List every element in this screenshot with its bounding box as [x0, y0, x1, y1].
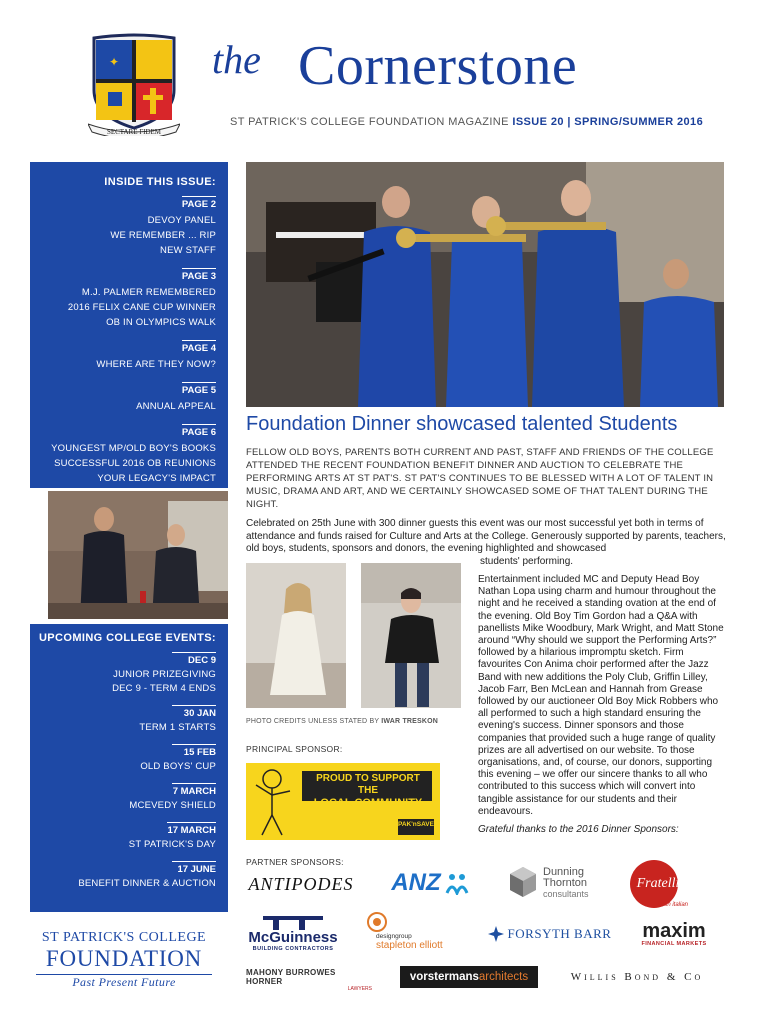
event-date: 7 MARCH — [172, 783, 216, 797]
paknsave-sponsor-ad — [246, 763, 440, 840]
toc-page-label: PAGE 2 — [182, 196, 216, 210]
foundation-logo-line2: FOUNDATION — [36, 946, 212, 975]
event-item: DEC 9 - TERM 4 ENDS — [112, 683, 216, 694]
photo-credit — [246, 718, 438, 725]
dunning-line3: consultants — [543, 888, 589, 899]
masthead-title: Cornerstone — [298, 35, 578, 97]
toc-page-2 — [30, 194, 228, 258]
principal-sponsor-label: PRINCIPAL SPONSOR: — [246, 744, 343, 754]
article-paragraph-1-tail: students' performing. — [480, 555, 574, 567]
toc-item: OB IN OLYMPICS WALK — [106, 317, 216, 328]
toc-item: 2016 FELIX CANE CUP WINNER — [67, 302, 216, 313]
event-date: 17 JUNE — [172, 861, 216, 875]
crest-motto: SECTARE FIDEM — [106, 128, 162, 136]
paknsave-logo: PAK'nSAVE — [398, 821, 434, 828]
toc-page-5 — [30, 380, 228, 414]
dunning-thornton-logo — [508, 862, 608, 904]
event-item: TERM 1 STARTS — [139, 722, 216, 733]
anz-wordmark: ANZ — [391, 869, 441, 896]
anz-people-icon — [445, 871, 469, 895]
toc-page-label: PAGE 6 — [182, 424, 216, 438]
toc-item: SUCCESSFUL 2016 OB REUNIONS — [54, 458, 216, 469]
maxim-subline: FINANCIAL MARKETS — [641, 941, 707, 947]
event-item: JUNIOR PRIZEGIVING — [113, 669, 216, 680]
dunning-line2: Thornton — [543, 876, 588, 889]
stapleton-elliott-logo — [366, 908, 466, 954]
event-15-feb — [30, 742, 228, 774]
anz-logo — [384, 866, 476, 900]
event-dec-9 — [30, 650, 228, 696]
inside-this-issue-panel — [30, 162, 228, 488]
toc-item: ANNUAL APPEAL — [136, 401, 216, 412]
mc-panel-photo — [48, 491, 228, 619]
masthead-the: the — [212, 37, 261, 82]
mahony-wordmark: MAHONY BURROWES HORNER — [246, 968, 336, 986]
forsyth-star-icon — [487, 925, 505, 943]
mcguinness-logo — [246, 912, 340, 956]
photo-credit-name: IWAR TRESKON — [381, 718, 439, 725]
vorstermans-wordmark: vorstermans — [409, 971, 479, 983]
event-item: MCEVEDY SHIELD — [129, 800, 216, 811]
forsyth-barr-logo — [484, 922, 614, 946]
event-30-jan — [30, 703, 228, 735]
dinner-sponsors-thanks: Grateful thanks to the 2016 Dinner Sponsors: — [478, 824, 679, 835]
article-paragraph-1 — [246, 518, 728, 568]
stapleton-wordmark: stapleton elliott — [376, 940, 443, 951]
event-item: BENEFIT DINNER & AUCTION — [78, 878, 216, 889]
inside-this-issue-heading: INSIDE THIS ISSUE: — [104, 176, 216, 188]
event-date: 17 MARCH — [167, 822, 216, 836]
toc-page-label: PAGE 5 — [182, 382, 216, 396]
fratelli-logo — [628, 858, 688, 910]
vorstermans-suffix: architects — [478, 971, 529, 983]
college-crest-logo — [88, 32, 180, 136]
toc-page-label: PAGE 4 — [182, 340, 216, 354]
event-7-march — [30, 781, 228, 813]
vorstermans-architects-logo — [400, 966, 538, 988]
event-date: 15 FEB — [172, 744, 216, 758]
event-17-march — [30, 820, 228, 852]
jazz-band-hero-photo — [246, 162, 724, 407]
maxim-wordmark: maxim — [642, 920, 706, 942]
antipodes-logo: ANTIPODES — [248, 873, 354, 894]
article-headline: Foundation Dinner showcased talented Students — [246, 413, 678, 435]
dunning-text — [543, 867, 589, 900]
designgroup-circle-icon — [366, 911, 392, 933]
ad-headline — [306, 773, 430, 809]
ad-headline-line1: PROUD TO SUPPORT THE — [316, 773, 420, 796]
maxim-logo — [634, 916, 714, 952]
toc-page-3 — [30, 266, 228, 330]
event-date: DEC 9 — [172, 652, 216, 666]
svg-text:✦: ✦ — [108, 55, 120, 69]
article-intro: FELLOW OLD BOYS, PARENTS BOTH CURRENT AND PAST, STAFF AND FRIENDS OF THE COLLEGE ATTENDED THE RECENT FOUNDATION BENEFIT DINNER AND AUCTION TO CELEBRATE THE PERFORMING ARTS AT ST PAT'S. ST PAT'S CONTINUES TO BE BLESSED WITH A LOT OF TALENT IN MUSIC, DRAMA AND ART, AND WE CERTAINLY SHOWCASED SOME OF THAT TALENT DURING THE NIGHT. — [246, 447, 714, 510]
subtitle-plain: ST PATRICK'S COLLEGE FOUNDATION MAGAZINE — [230, 116, 509, 128]
mcguinness-subline: BUILDING CONTRACTORS — [252, 946, 334, 952]
ad-headline-line2: LOCAL COMMUNITY — [313, 797, 423, 809]
toc-item: DEVOY PANEL — [147, 215, 216, 226]
toc-item: YOUNGEST MP/OLD BOY'S BOOKS — [51, 443, 216, 454]
willis-bond-logo: Willis Bond & Co — [570, 971, 704, 983]
fratelli-wordmark: Fratelli — [636, 876, 680, 891]
masthead-subtitle — [230, 116, 703, 128]
foundation-logo-line1: ST PATRICK'S COLLEGE — [41, 930, 207, 945]
mahony-subline: LAWYERS — [347, 986, 372, 992]
dunning-line1: Dunning — [543, 865, 584, 878]
event-date: 30 JAN — [172, 705, 216, 719]
toc-item: M.J. PALMER REMEMBERED — [81, 287, 216, 298]
forsyth-wordmark: FORSYTH BARR — [507, 926, 612, 941]
fratelli-subline: fresh italian — [657, 902, 688, 908]
events-heading: UPCOMING COLLEGE EVENTS: — [38, 632, 216, 644]
upcoming-events-panel — [30, 624, 228, 912]
grease-performer-photo — [361, 563, 461, 708]
singer-photo — [246, 563, 346, 708]
mcguinness-wordmark: McGuinness — [248, 929, 338, 946]
subtitle-issue: ISSUE 20 | SPRING/SUMMER 2016 — [512, 116, 704, 128]
photo-credit-prefix: PHOTO CREDITS UNLESS STATED BY — [246, 718, 382, 725]
mahony-burrowes-horner-logo — [246, 970, 372, 990]
toc-item: NEW STAFF — [160, 245, 216, 256]
mcguinness-mark-icon — [263, 916, 323, 930]
dunning-cube-icon — [508, 865, 538, 901]
event-item: ST PATRICK'S DAY — [128, 839, 216, 850]
event-item: OLD BOYS' CUP — [140, 761, 216, 772]
event-17-june — [30, 859, 228, 891]
toc-item: YOUR LEGACY'S IMPACT — [97, 473, 216, 484]
foundation-logo-tagline: Past Present Future — [72, 975, 176, 989]
toc-item: WE REMEMBER ... RIP — [110, 230, 216, 241]
designgroup-text: designgroup — [376, 933, 412, 940]
toc-item: WHERE ARE THEY NOW? — [96, 359, 216, 370]
toc-page-label: PAGE 3 — [182, 268, 216, 282]
toc-page-6 — [30, 422, 228, 486]
partner-sponsors-label: PARTNER SPONSORS: — [246, 857, 344, 867]
article-paragraph-2: Entertainment included MC and Deputy Head Boy Nathan Lopa using charm and humour throughout the night and he received a standing ovation at the end of the evening. Old Boy Tim Gordon had a Q&A with panellists Mike Woodbury, Mark Wright, and Matt Stone around “Why should we support the Performing Arts?” followed by a hilarious impromptu sketch. Firm favourites Con Anima choir performed after the Jazz Band with new additions the Poly Club, Griffin Lilley, Jacob Farr, Ben McLean and Hannah from Grease followed by our auctioneer Old Boy Mick Robbers who all performed to such a high standard ensuring the evening's success. Dinner sponsors and those companies that provided such a huge range of quality prizes are all advertised on our website. To those organisations, and, of course, our donors, supporting this evening – we offer our sincere thanks to all who contributed to this success which will convert into tangible assistance for our students and their endeavours. — [478, 574, 724, 817]
toc-page-4 — [30, 338, 228, 372]
article-paragraph-1-text: Celebrated on 25th June with 300 dinner guests this event was our most successful yet both in terms of attendance and funds raised for Culture and Arts at the College. Generously supported by parents, teachers, old boys, students, sponsors and donors, the evening highlighted and showcased — [246, 518, 726, 554]
